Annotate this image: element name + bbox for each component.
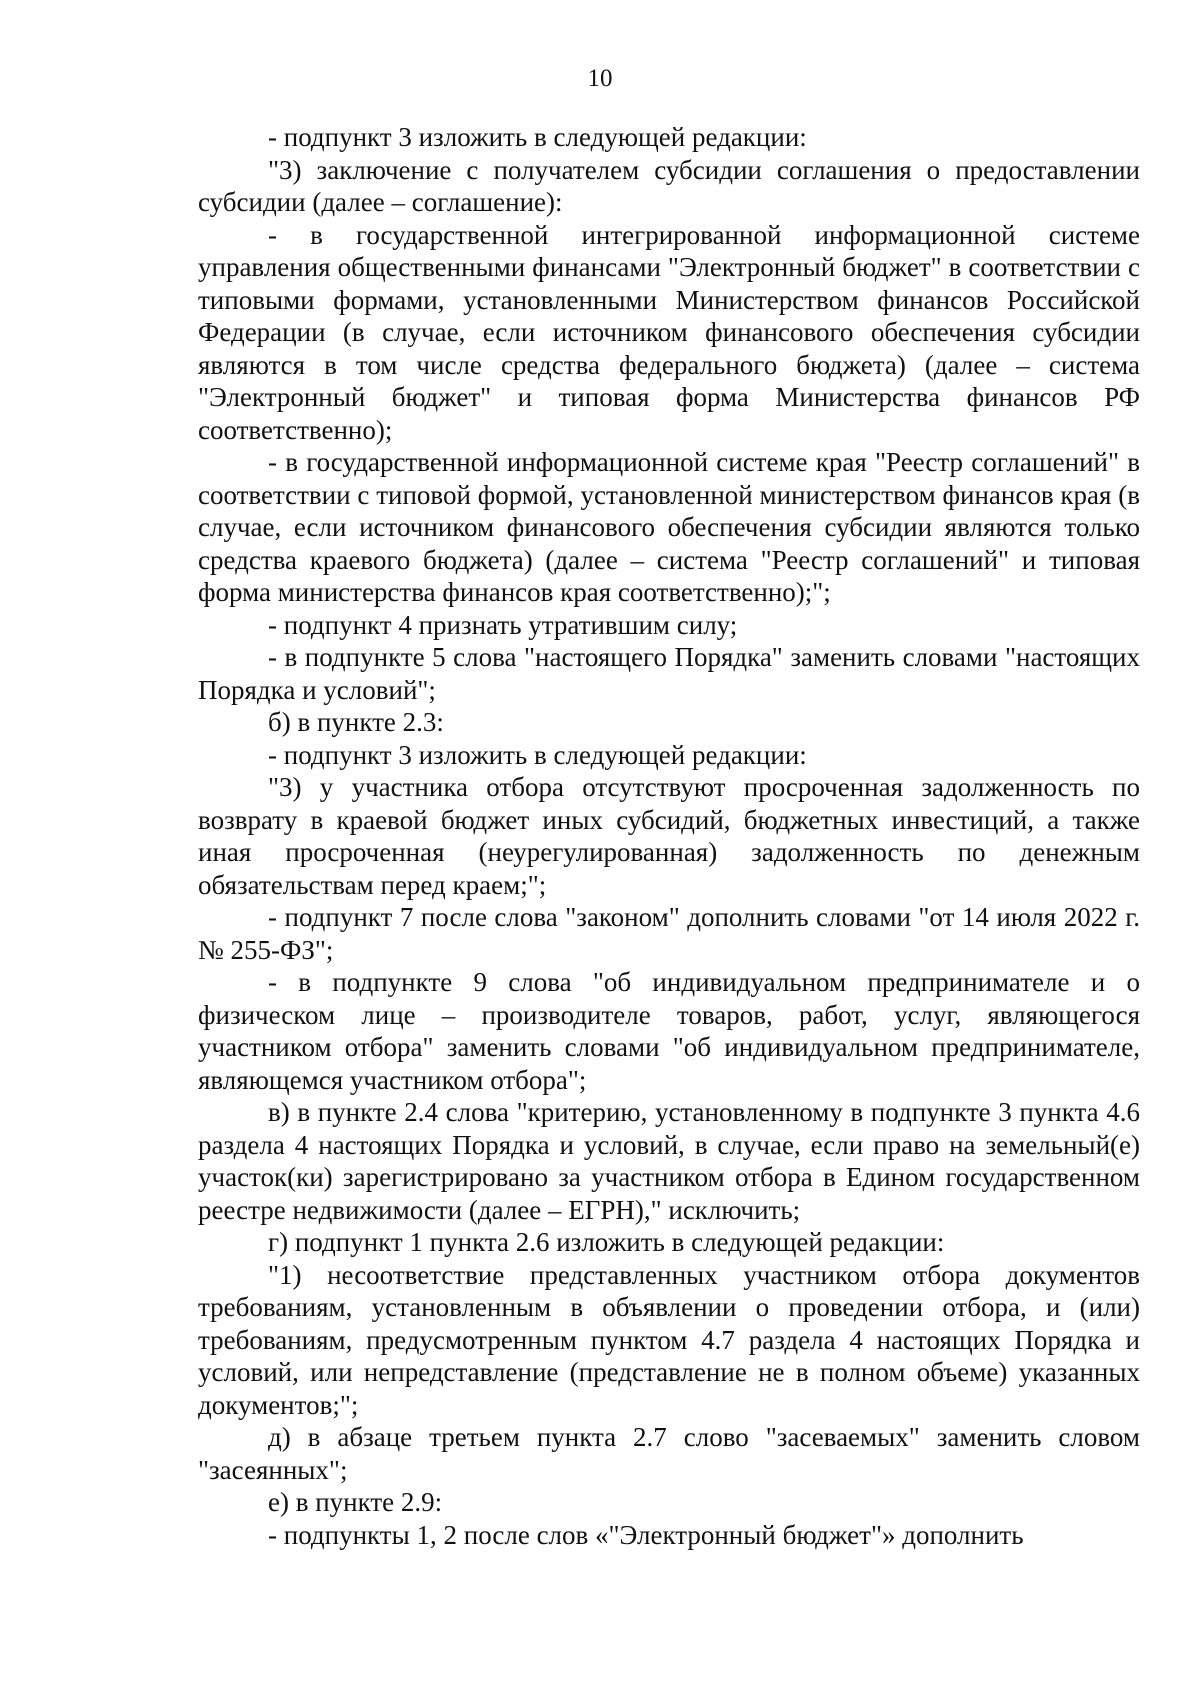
paragraph: - подпункт 3 изложить в следующей редакции:	[268, 122, 807, 152]
paragraph: - подпункт 7 после слова "законом" дополнить словами "от 14 июля 2022 г. № 255-ФЗ";	[198, 902, 1140, 965]
paragraph: е) в пункте 2.9:	[268, 1487, 443, 1517]
paragraph: "1) несоответствие представленных участником отбора документов требованиям, установленным в объявлении о проведении отбора, и (или) требованиям, предусмотренным пунктом 4.7 раздела 4 настоящих Порядка и условий, или непредставление (представление не в полном объеме) указанных документов;";	[198, 1259, 1140, 1420]
page-number: 10	[587, 65, 613, 92]
paragraph: - в государственной интегрированной информационной системе управления общественными финансами "Электронный бюджет" в соответствии с типовыми формами, установленными Министерством финансов Российской Федерации (в случае, если источником финансового обеспечения субсидии являются в том числе средства федерального бюджета) (далее – система "Электронный бюджет" и типовая форма Министерства финансов РФ соответственно);	[198, 219, 1140, 445]
paragraph: - подпункты 1, 2 после слов «"Электронный бюджет"» дополнить	[268, 1519, 1024, 1550]
paragraph: - в подпункте 5 слова "настоящего Порядка" заменить словами "настоящих Порядка и условий";	[198, 642, 1140, 705]
paragraph: д) в абзаце третьем пункта 2.7 слово "засеваемых" заменить словом "засеянных";	[198, 1422, 1140, 1485]
paragraph: - в подпункте 9 слова "об индивидуальном предпринимателе и о физическом лице – производителе товаров, работ, услуг, являющегося участником отбора" заменить словами "об индивидуальном предпринимателе, являющемся участником отбора";	[198, 967, 1140, 1095]
paragraph: в) в пункте 2.4 слова "критерию, установленному в подпункте 3 пункта 4.6 раздела 4 настоящих Порядка и условий, в случае, если право на земельный(е) участок(ки) зарегистрировано за участником отбора в Едином государственном реестре недвижимости (далее – ЕГРН)," исключить;	[198, 1097, 1140, 1225]
paragraph: "3) у участника отбора отсутствуют просроченная задолженность по возврату в краевой бюджет иных субсидий, бюджетных инвестиций, а также иная просроченная (неурегулированная) задолженность по денежным обязательствам перед краем;";	[198, 772, 1140, 900]
paragraph: г) подпункт 1 пункта 2.6 изложить в следующей редакции:	[268, 1227, 945, 1257]
paragraph: б) в пункте 2.3:	[268, 707, 444, 737]
paragraph: - подпункт 4 признать утратившим силу;	[268, 609, 738, 640]
document-body	[198, 121, 1140, 1551]
paragraph: "3) заключение с получателем субсидии соглашения о предоставлении субсидии (далее – соглашение):	[198, 154, 1140, 217]
paragraph: - подпункт 3 изложить в следующей редакции:	[268, 739, 807, 770]
paragraph: - в государственной информационной системе края "Реестр соглашений" в соответствии с типовой формой, установленной министерством финансов края (в случае, если источником финансового обеспечения субсидии являются только средства краевого бюджета) (далее – система "Реестр соглашений" и типовая форма министерства финансов края соответственно);";	[198, 447, 1140, 607]
